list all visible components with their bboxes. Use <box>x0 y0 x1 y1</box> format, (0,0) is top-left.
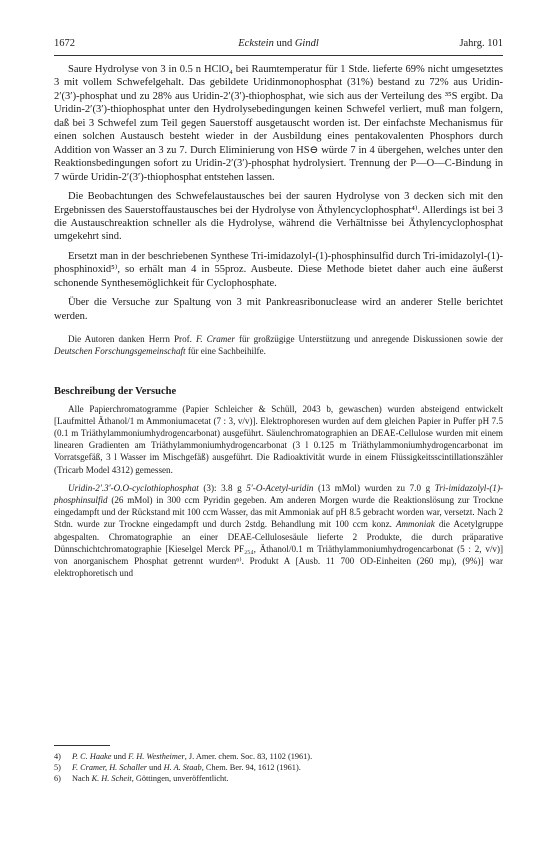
footnote-4 <box>54 751 312 762</box>
ack-text-a: Die Autoren danken Herrn Prof. <box>68 334 196 345</box>
header-rule <box>54 55 503 56</box>
reagent-ammoniak: Ammoniak <box>395 519 435 530</box>
experimental-general: Alle Papierchromatogramme (Papier Schleicher & Schüll, 2043 b, gewaschen) wurden absteigend entwickelt [Laufmittel Äthanol/1 m Ammoniumacetat (7 : 3, v/v)]. Elektrophoresen wurden auf dem gleichen Papier in Puffer pH 7.5 (0.1 m Triäthylammoniumhydrogencarbonat) ausgeführt. Säulenchromatographien an DEAE-Cellulose wurden mit einem linearen Gradienten am Triäthylammoniumhydrogencarbonat (3 l 0.125 m Triäthylammoniumhydrogencarbonat im Vorratsgefäß, 3 l Wasser im Mischgefäß) ausgeführt. Die Radioaktivität wurde in einem Flüssigkeitsscintillationszähler (Tricarb Model 4312) gemessen. <box>54 403 503 475</box>
paragraph-synthesis: Ersetzt man in der beschriebenen Synthese Tri-imidazolyl-(1)-phosphinsulfid durch Tri-imidazolyl-(1)-phosphinoxid⁵⁾, so erhält man 4 in 55proz. Ausbeute. Diese Methode bietet daher auch eine äußerst schonende Synthesemöglichkeit für Cyclophosphate. <box>54 250 503 289</box>
ack-organization: Deutschen Forschungsgemeinschaft <box>54 346 186 357</box>
ack-text-b: für großzügige Unterstützung und anregende Diskussionen sowie der <box>234 334 503 345</box>
experimental-procedure <box>54 482 503 580</box>
footnote-reference: , J. Amer. chem. Soc. 83, 1102 (1961). <box>184 752 313 761</box>
procedure-text-d: die Acetylgruppe abgespalten. Chromatographie an einer DEAE-Cellulosesäule lieferte 2 Produkte, die durch präparative Dünnschichtchromatographie [Kieselgel Merck PF₂₅₄, Äthanol/0.1 m Triäthylammoniumhydrogencarbonat (5 : 2, v/v)] von anorganischem Phosphat getrennt wurden⁶⁾. Produkt A [Ausb. 11 700 OD-Einheiten (260 mμ), (9%)] war elektrophoretisch und <box>54 519 503 579</box>
footnote-and: und <box>146 763 164 772</box>
ack-name: F. Cramer <box>195 334 235 345</box>
procedure-text-b: (13 mMol) wurden zu 7.0 g <box>313 482 435 493</box>
author-gindl: Gindl <box>294 38 319 49</box>
footnote-number: 5) <box>54 763 61 772</box>
article-body <box>54 63 503 579</box>
footnote-author: P. C. Haake <box>72 752 112 761</box>
running-title <box>54 38 503 49</box>
footnote-author: F. Cramer, H. Schaller <box>72 763 147 772</box>
footnote-and: und <box>111 752 129 761</box>
section-title: Beschreibung der Versuche <box>54 385 177 397</box>
and-word: und <box>276 38 293 49</box>
footnote-number: 4) <box>54 752 61 761</box>
ack-text-c: für eine Sachbeihilfe. <box>185 346 266 357</box>
footnote-reference: , Chem. Ber. 94, 1612 (1961). <box>201 763 301 772</box>
footnote-author2: H. A. Staab <box>163 763 202 772</box>
reagent-phosphinsulfid: Tri-imidazolyl-(1)-phosphinsulfid <box>54 482 503 505</box>
volume-year: Jahrg. 101 <box>459 38 503 49</box>
reagent-acetyl-uridin: 5′-O-Acetyl-uridin <box>246 482 314 493</box>
paragraph-hydrolysis: Saure Hydrolyse von 3 in 0.5 n HClO₄ bei Raumtemperatur für 1 Stde. lieferte 69% nicht umgesetztes 3 mit vollem Schwefelgehalt. Das gebildete Uridinmonophosphat (31%) bestand zu 72% aus Uridin-2′(3′)-phosphat und zu 28% aus Uridin-2′(3′)-thiophosphat, wie sich aus der Verteilung des ³⁵S ergibt. Da Uridin-2′(3′)-thiophosphat unter den Hydrolysebedingungen keinen Schwefel verliert, muß man folgern, daß bei 3 Schwefel zum Teil gegen Sauerstoff ausgetauscht worden ist. Der einfachste Mechanismus für einen solchen Austausch besteht wieder in der Ausbildung eines pentakovalenten Phosphors durch Addition von Wasser an 3 zu 7. Durch Eliminierung von HS⊖ würde 7 in 4 übergehen, welches unter den Reaktionsbedingungen sofort zu Uridin-2′(3′)-phosphat hydrolysiert. Trennung der P—O—C-Bindung in 7 würde Uridin-2′(3′)-thiophosphat entstehen lassen. <box>54 64 503 183</box>
footnote-rule <box>54 745 110 746</box>
footnote-author2: F. H. Westheimer <box>128 752 185 761</box>
running-header <box>54 38 503 52</box>
author-eckstein: Eckstein <box>238 38 274 49</box>
procedure-text-c: (26 mMol) in 300 ccm Pyridin gegeben. Am anderen Morgen wurde die Reaktionslösung zur Trockne eingedampft und der Rückstand mit 100 ccm Wasser, das mit Ammoniak auf pH 8.5 gebracht worden war, versetzt. Nach 2 Stdn. wurde zur Trockne eingedampft und durch 2stdg. Behandlung mit 100 ccm konz. <box>54 494 503 530</box>
acknowledgement <box>54 333 503 357</box>
compound-title: Uridin-2′.3′-O.O-cyclothiophosphat <box>68 482 199 493</box>
procedure-text-a: (3): 3.8 g <box>198 482 247 493</box>
footnote-author2: K. H. Scheit <box>91 774 132 783</box>
paragraph-sulfur-exchange: Die Beobachtungen des Schwefelaustausches bei der sauren Hydrolyse von 3 decken sich mit den Ergebnissen des Sauerstoffaustausches bei der Hydrolyse von Äthylencyclophosphat⁴⁾. Allerdings ist bei 3 die Austauschreaktion schneller als die Hydrolyse, während die Verhältnisse bei Äthylencyclophosphat umgekehrt sind. <box>54 191 503 243</box>
footnote-number: 6) <box>54 774 61 783</box>
footnote-author: Nach <box>72 774 92 783</box>
footnote-5 <box>54 762 301 773</box>
page-number: 1672 <box>54 38 75 49</box>
footnote-reference: , Göttingen, unveröffentlicht. <box>131 774 229 783</box>
paragraph-ribonuclease: Über die Versuche zur Spaltung von 3 mit Pankreasribonuclease wird an anderer Stelle berichtet werden. <box>54 297 503 322</box>
footnote-6 <box>54 773 229 784</box>
